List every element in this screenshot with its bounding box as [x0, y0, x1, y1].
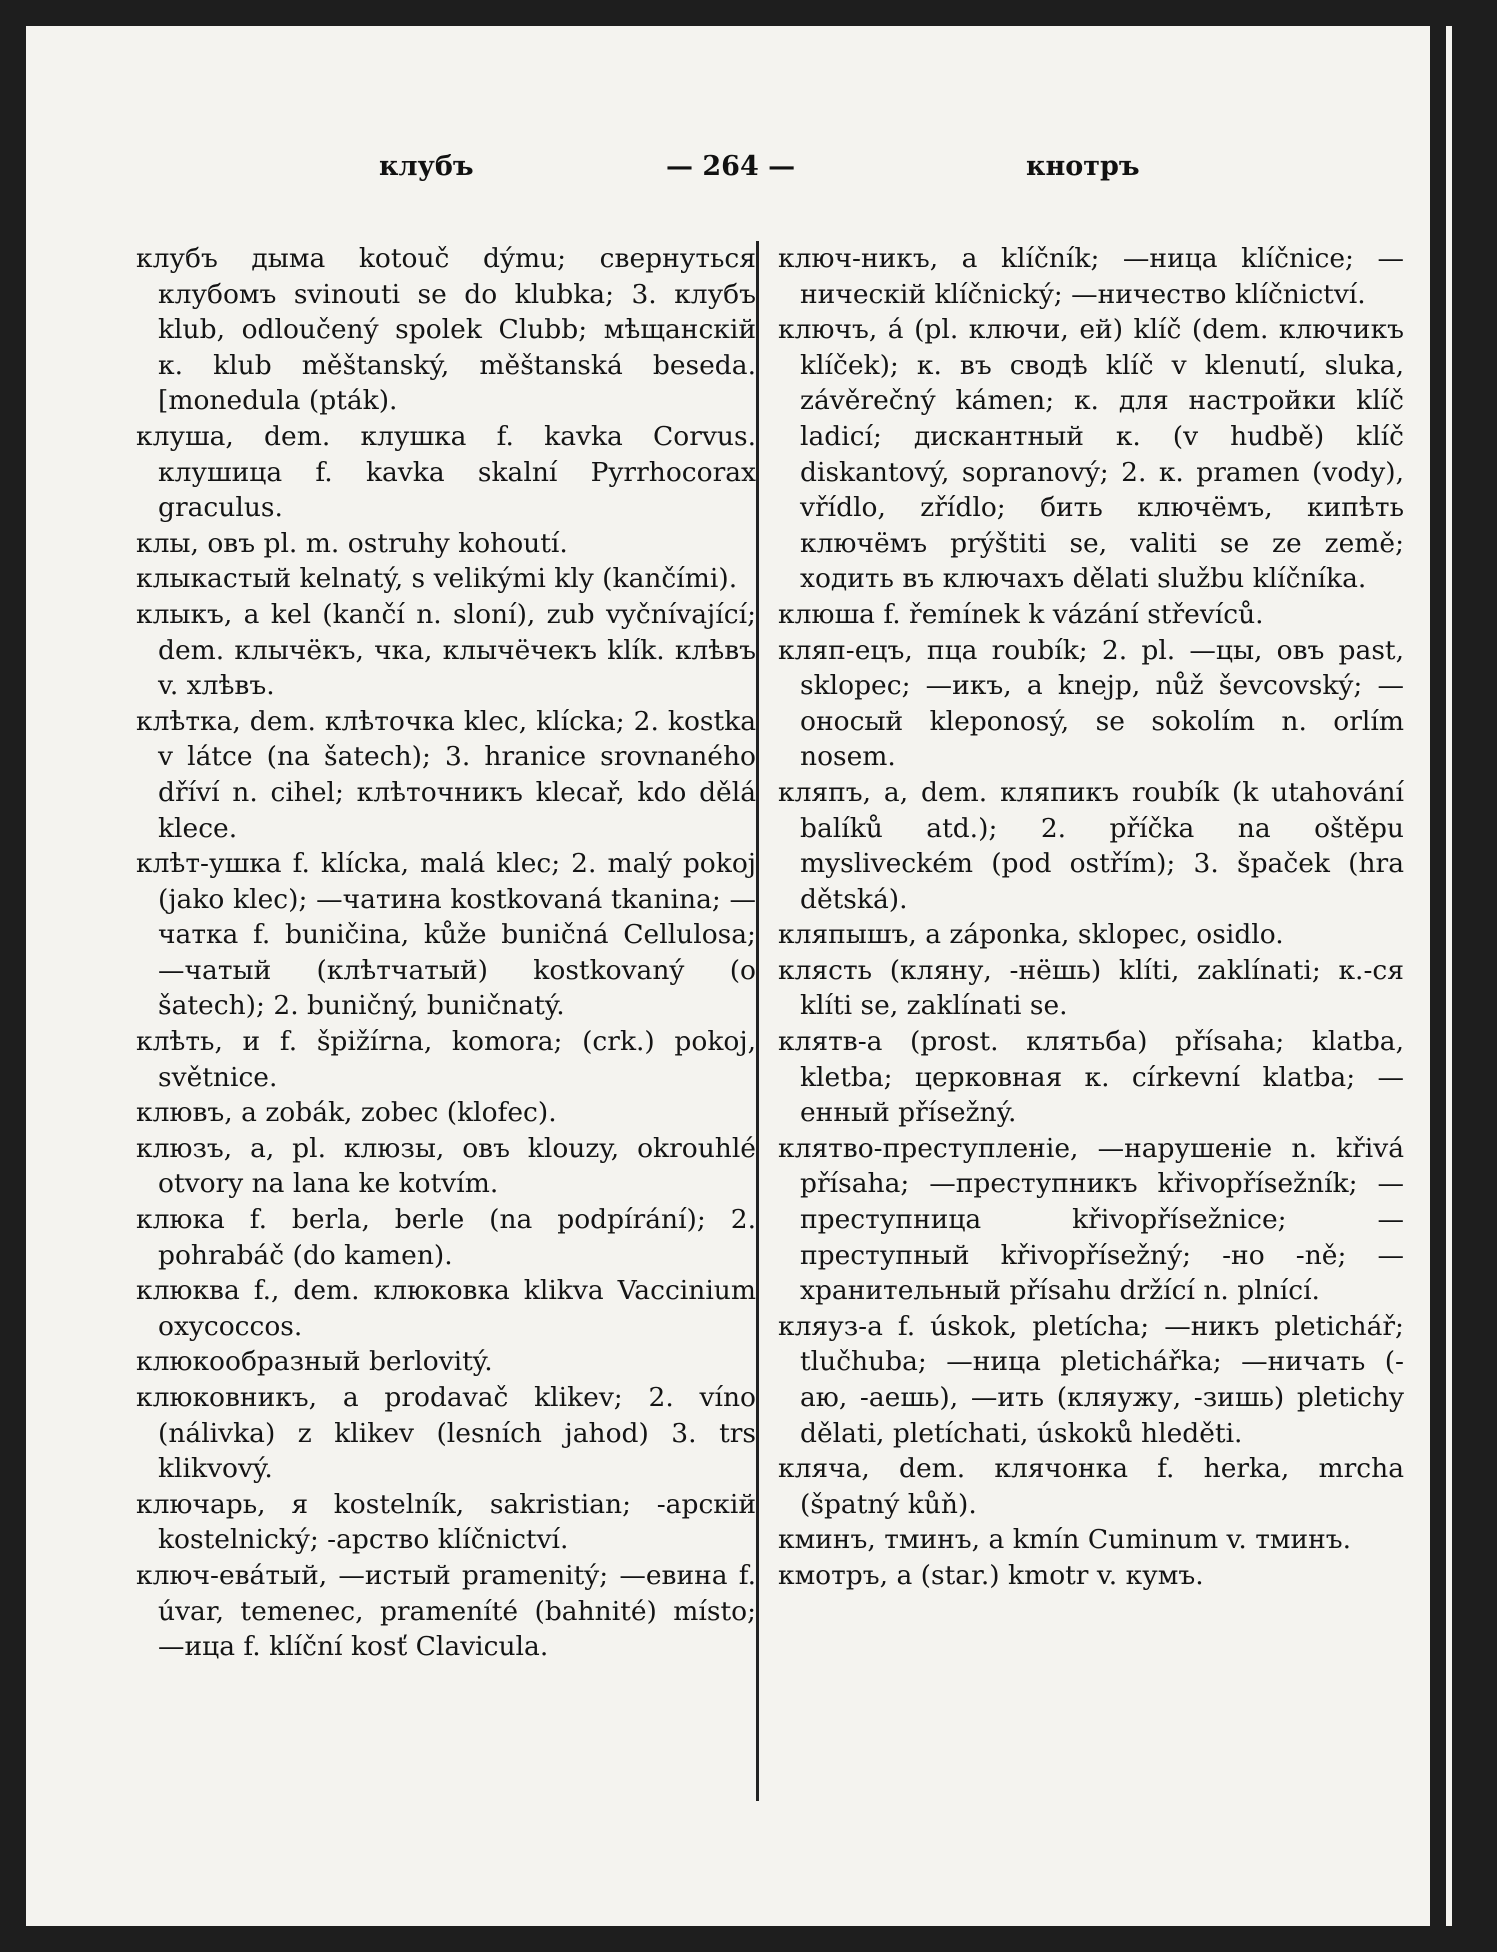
header-left-guideword: клубъ	[379, 151, 474, 182]
entry: клѣть, и f. špižírna, komora; (crk.) pokoj, světnice.	[136, 1026, 756, 1093]
entry: клыкъ, a kel (kančí n. sloní), zub vyčnívající; dem. клычёкъ, чка, клычёчекъ klík. клѣвъ v. хлѣвъ.	[136, 598, 756, 702]
dictionary-page	[26, 26, 1430, 1926]
entry: клюша f. řemínek k vázání střevíců.	[778, 598, 1264, 630]
entry: ключ-евáтый, —истый pramenitý; —евина f. úvar, temenec, prameníté (bahnité) místo; —ица f. klíční kosť Clavicula.	[136, 1559, 756, 1663]
entry: клясть (кляну, -нёшь) klíti, zaklínati; к.-ся klíti se, zaklínati se.	[778, 954, 1404, 1022]
entry: клюзъ, a, pl. клюзы, овъ klouzy, okrouhlé otvory na lana ke kotvím.	[136, 1132, 756, 1200]
entry: клюква f., dem. клюковка klikva Vaccinium oxycoccos.	[136, 1275, 756, 1342]
entry: клубъ дыма kotouč dýmu; свернуться клубомъ svinouti se do klubka; 3. клубъ klub, odloučený spolek Clubb; мѣщанскій к. klub měštanský, měštanská beseda. [monedula (pták).	[136, 243, 756, 417]
entry: клы, овъ pl. m. ostruhy kohoutí.	[136, 527, 568, 559]
adjacent-page-edge	[1446, 26, 1452, 1926]
entry: клѣтка, dem. клѣточка klec, klícka; 2. kostka v látce (na šatech); 3. hranice srovnaného dříví n. cihel; клѣточникъ klecař, kdo dělá klece.	[136, 705, 756, 844]
entry: кмотръ, a (star.) kmotr v. кумъ.	[778, 1559, 1204, 1591]
entry: ключ-никъ, a klíčník; —ница klíčnice; —ническій klíčnický; —ничество klíčnictví.	[778, 243, 1404, 310]
entry: кляуз-а f. úskok, pletícha; —никъ pletichář; tlučhuba; —ница pletichářka; —ничать (-аю, -аешь), —ить (кляужу, -зишь) pletichy dělati, pletíchati, úskoků hleděti.	[778, 1310, 1404, 1449]
entry: ключъ, á (pl. ключи, ей) klíč (dem. ключикъ klíček); к. въ сводѣ klíč v klenutí, sluka, závěrečný kámen; к. для настройки klíč ladicí; дискантный к. (v hudbě) klíč diskantový, sopranový; 2. к. pramen (vody), vřídlo, zřídlo; бить ключёмъ, кипѣть ключёмъ prýštiti se, valiti se ze země; ходить въ ключахъ dělati službu klíčníka.	[778, 314, 1404, 595]
entry: клятв-а (prost. клятьба) přísaha; klatba, kletba; церковная к. církevní klatba; —енный přísežný.	[778, 1026, 1404, 1129]
entry: ключарь, я kostelník, sakristian; -арскій kostelnický; -арство klíčnictví.	[136, 1488, 756, 1556]
entry: клюка f. berla, berle (na podpírání); 2. pohrabáč (do kamen).	[136, 1204, 756, 1271]
entry: кминъ, тминъ, a kmín Cuminum v. тминъ.	[778, 1524, 1352, 1556]
entry: кляпышъ, a záponka, sklopec, osidlo.	[778, 919, 1284, 951]
page-number: — 264 —	[666, 151, 796, 182]
entry: клѣт-ушка f. klícka, malá klec; 2. malý pokoj (jako klec); —чатина kostkovaná tkanina; —чатка f. buničina, kůže buničná Cellulosa; —чатый (клѣтчатый) kostkovaný (o šatech); 2. buničný, buničnatý.	[136, 848, 756, 1022]
entry: клюковникъ, a prodavač klikev; 2. víno (nálivka) z klikev (lesních jahod) 3. trs klikvový.	[136, 1382, 756, 1485]
entry: клюкообразный berlovitý.	[136, 1346, 493, 1378]
entry: кляп-ецъ, пца roubík; 2. pl. —цы, овъ past, sklopec; —икъ, а knejp, nůž ševcovský; —оносый kleponosý, se sokolím n. orlím nosem.	[778, 634, 1404, 773]
entry: клятво-преступленіе, —нарушеніе n. křivá přísaha; —преступникъ křivopřísežník; —преступница křivopřísežnice; —преступный křivopřísežný; -но -ně; —хранительный přísahu držící n. plnící.	[778, 1132, 1404, 1307]
entry: кляча, dem. клячонка f. herka, mrcha (špatný kůň).	[778, 1453, 1404, 1520]
page-edge-shadow	[1430, 0, 1497, 1952]
entry: клювъ, a zobák, zobec (klofec).	[136, 1097, 557, 1129]
column-divider	[756, 241, 759, 1801]
header-right-guideword: кнотръ	[1026, 151, 1140, 182]
entry: клуша, dem. клушка f. kavka Corvus. клушица f. kavka skalní Pyrrhocorax graculus.	[136, 420, 756, 524]
running-header	[26, 151, 1430, 191]
entry: кляпъ, a, dem. кляпикъ roubík (k utahování balíků atd.); 2. příčka na oštěpu mysliveckém (pod ostřím); 3. špaček (hra dětská).	[778, 776, 1404, 915]
entry: клыкастый kelnatý, s velikými kly (kančími).	[136, 563, 738, 595]
right-column	[778, 241, 1404, 1594]
left-column	[136, 241, 756, 1665]
